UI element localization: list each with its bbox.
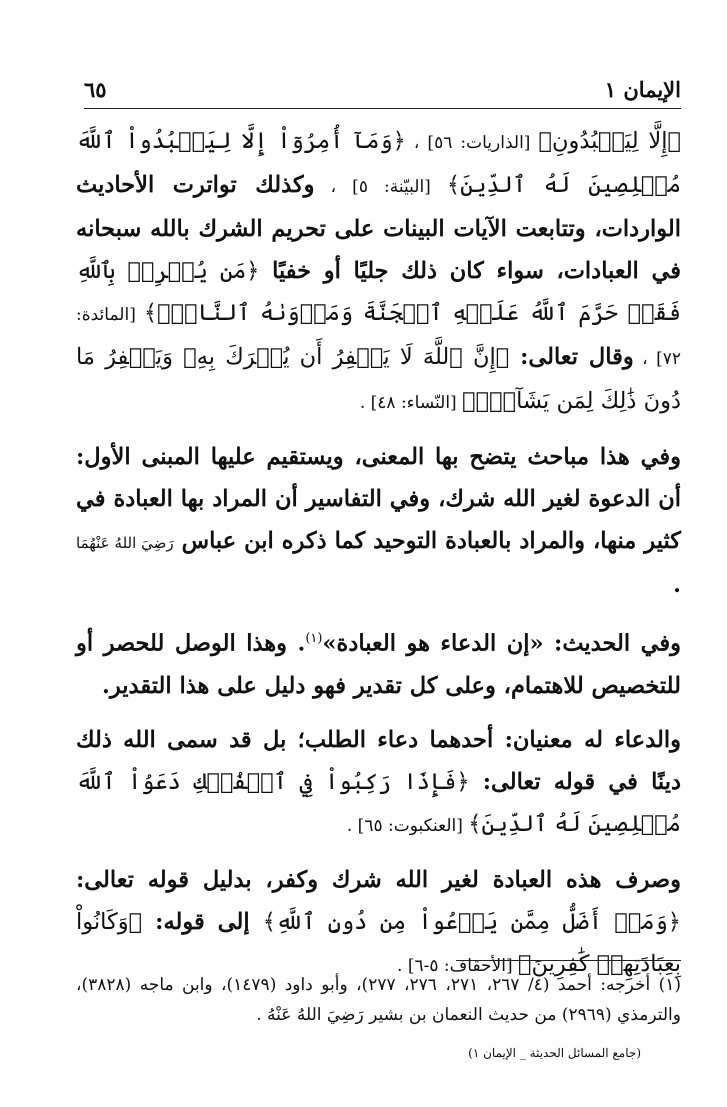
footnote: (١) أخرجه: أحمد (٤/ ٢٦٧، ٢٧١، ٢٧٦، ٢٧٧)، وأبو داود (١٤٧٩)، وابن ماجه (٣٨٢٨)، والترمذي (٢٩٦٩) من حديث النعمان بن بشير رَضِيَ اللهُ عَنْهُ . <box>76 975 682 1025</box>
verse-reference: [البيّنة: ٥] ، <box>314 177 447 197</box>
paragraph-text: وفي الحديث: «إن الدعاء هو العبادة» <box>322 630 681 657</box>
quran-verse: ﴿وَمَآ أُمِرُوٓاْ إِلَّا لِيَعۡبُدُواْ ٱللَّهَ مُخۡلِصِينَ لَهُ ٱلدِّينَ﴾ <box>76 128 682 198</box>
paragraph <box>76 859 681 987</box>
verse-reference: [النّساء: ٤٨] . <box>359 393 463 413</box>
quran-verse: ﴿مَن يُشۡرِكۡ بِٱللَّهِ فَقَدۡ حَرَّمَ ٱللَّهُ عَلَيۡهِ ٱلۡجَنَّةَ وَمَأۡوَىٰهُ ٱلنَّارُۖ﴾ <box>76 258 681 326</box>
paragraph <box>76 719 681 847</box>
paragraph-text: وفي هذا مباحث يتضح بها المعنى، ويستقيم عليها المبنى <box>141 444 681 470</box>
paragraph-text: . وهذا الوصل للحصر أو للتخصيص للاهتمام، وعلى كل تقدير فهو دليل على هذا التقدير. <box>76 630 681 699</box>
paragraph <box>76 436 681 606</box>
verse-reference: [المائدة: ٧٢] ، <box>76 305 681 369</box>
verse-reference: [العنكبوت: ٦٥] . <box>346 815 469 836</box>
quran-verse: ﴿إِلَّا لِيَعۡبُدُونِ﴾ <box>538 128 681 154</box>
paragraph-text: والدعاء له معنيان: أحدهما دعاء الطلب؛ بل قد سمى الله ذلك دينًا في قوله تعالى: <box>76 726 681 795</box>
footnotes <box>76 970 681 1030</box>
chapter-title: الإيمان ١ <box>604 76 681 102</box>
running-header <box>84 70 681 109</box>
page-number: ٦٥ <box>84 76 107 102</box>
verse-reference: [الذاريات: ٥٦] ، <box>405 133 539 153</box>
quran-verse: ﴿فَإِذَا رَكِبُواْ فِي ٱلۡفُلۡكِ دَعَوُاْ ٱللَّهَ مُخۡلِصِينَ لَهُ ٱلدِّينَ﴾ <box>76 768 681 837</box>
paragraph <box>76 618 681 707</box>
footnote-marker[interactable]: (١) <box>305 631 323 646</box>
paragraph-text: الأول: أن الدعوة لغير الله شرك، وفي التفاسير أن المراد بها العبادة في كثير منها، والمراد بالعبادة التوحيد كما ذكره ابن عباس <box>76 444 681 554</box>
paragraph-text: . <box>673 572 681 598</box>
footnote-divider <box>456 960 681 961</box>
paragraph-text: وقال تعالى: <box>509 344 634 370</box>
quran-verse: ﴿وَمَنۡ أَضَلُّ مِمَّن يَدۡعُواْ مِن دُونِ ٱللَّهِ﴾ <box>262 908 681 935</box>
verse-reference: [الأحقاف: ٥-٦] . <box>397 955 519 976</box>
paragraph-text: وصرف هذه العبادة لغير الله شرك وكفر، بدليل قوله تعالى: <box>76 866 681 893</box>
quran-verse: ﴿وَكَانُواْ بِعِبَادَتِهِمۡ كَٰفِرِينَ﴾ <box>76 908 681 977</box>
paragraph-text: وكذلك تواترت الأحاديث الواردات، وتتابعت الآيات البينات على تحريم الشرك بالله سبحانه في العبادات، سواء كان ذلك جليًا أو خفيًا <box>76 172 681 284</box>
quran-verse: ﴿إِنَّ ٱللَّهَ لَا يَغۡفِرُ أَن يُشۡرَكَ بِهِۦ وَيَغۡفِرُ مَا دُونَ ذَٰلِكَ لِمَن يَشَآءُۚ﴾ <box>76 344 681 414</box>
paragraph-text: إلى قوله: <box>142 908 263 935</box>
paragraph <box>76 120 681 424</box>
book-footer-line: (جامع المسائل الحديثة _ الإيمان ١) <box>468 1046 641 1060</box>
honorific: رَضِيَ اللهُ عَنْهُمَا <box>76 534 174 552</box>
body-text <box>76 120 681 999</box>
